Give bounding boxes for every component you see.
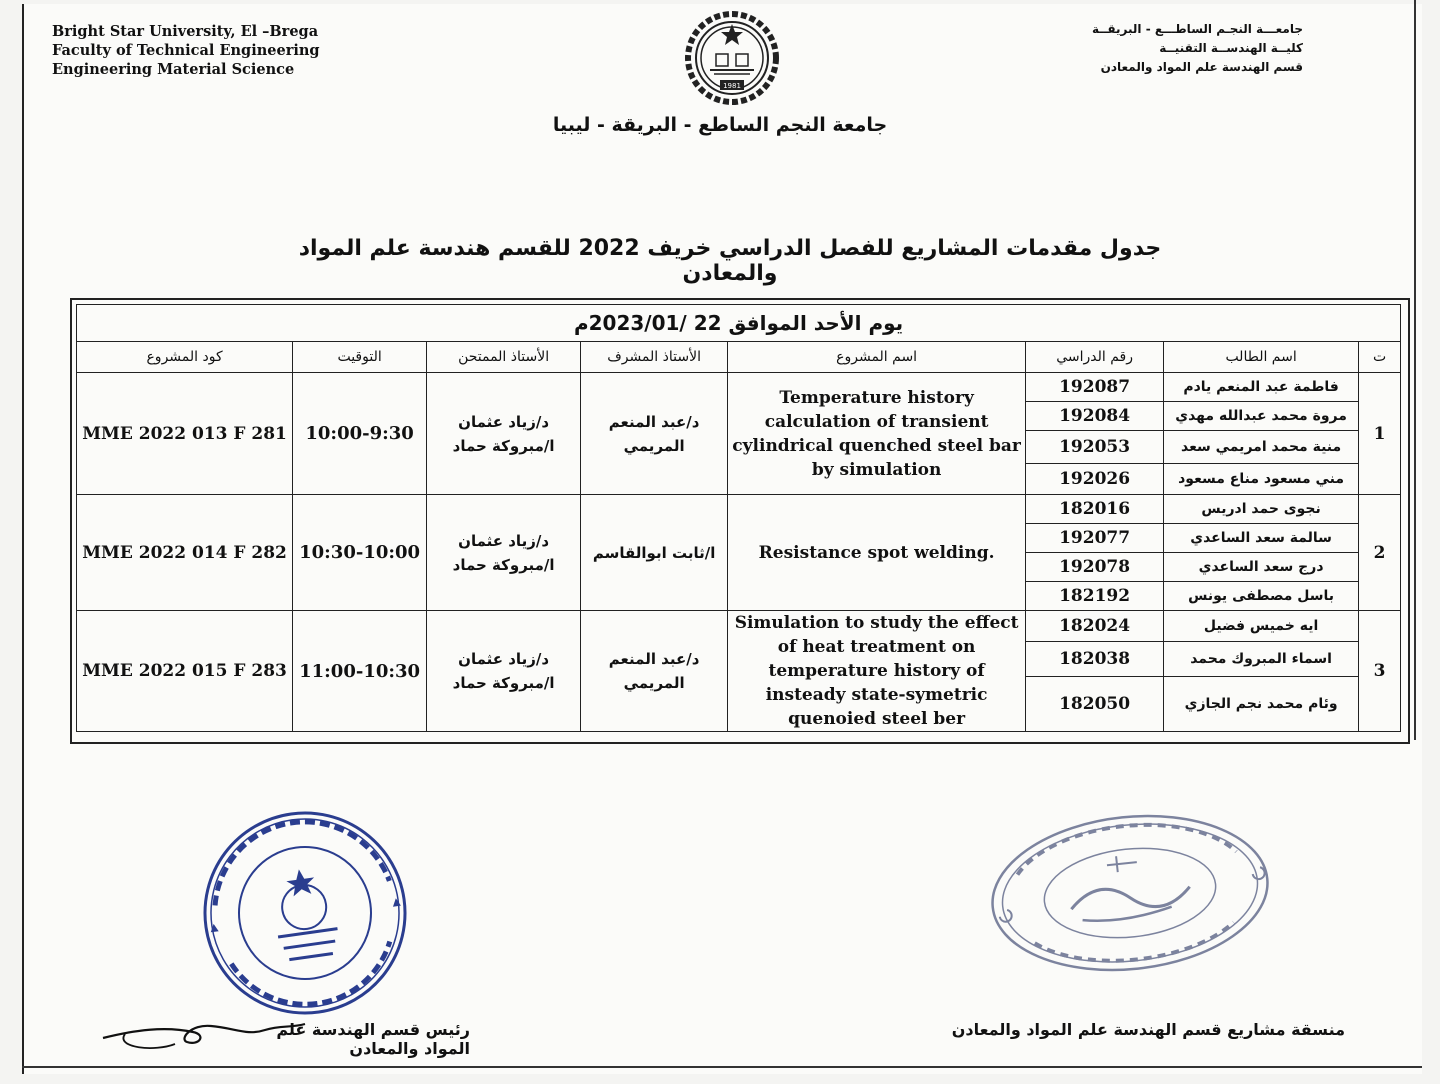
supervisor-line: المريمي bbox=[623, 436, 685, 455]
student-name: وئام محمد نجم الجازي bbox=[1164, 677, 1359, 732]
supervisor-line: د/عبد المنعم bbox=[608, 412, 700, 431]
student-id: 192087 bbox=[1026, 373, 1164, 402]
group-number: 2 bbox=[1359, 495, 1401, 611]
supervisor-line: د/عبد المنعم bbox=[608, 650, 700, 668]
student-id: 192077 bbox=[1026, 524, 1164, 553]
project-title-line: Resistance spot welding. bbox=[758, 542, 995, 563]
supervisor-line: المريمي bbox=[623, 674, 685, 692]
time-slot: 11:00-10:30 bbox=[293, 611, 427, 732]
project-code: MME 2022 013 F 281 bbox=[77, 373, 293, 495]
examiner-line: د/زياد عثمان bbox=[458, 650, 550, 668]
student-name: منية محمد امريمي سعد bbox=[1164, 431, 1359, 464]
schedule-table bbox=[76, 304, 1401, 732]
examiner bbox=[427, 373, 581, 495]
header-row bbox=[77, 342, 1401, 373]
student-name: ايه خميس فضيل bbox=[1164, 611, 1359, 642]
university-seal-icon bbox=[668, 8, 796, 108]
project-title-line: by simulation bbox=[811, 459, 942, 480]
col-header-supervisor: الأستاذ المشرف bbox=[581, 342, 728, 373]
day-row bbox=[77, 305, 1401, 342]
student-name: مروة محمد عبدالله مهدي bbox=[1164, 402, 1359, 431]
group-number: 1 bbox=[1359, 373, 1401, 495]
supervisor-line: ا/ثابت ابوالقاسم bbox=[592, 543, 716, 562]
department-head-signature-label: رئيس قسم الهندسة علم المواد والمعادن bbox=[276, 1020, 470, 1058]
seal-year: 1981 bbox=[723, 82, 741, 90]
examiner bbox=[427, 495, 581, 611]
page-title: جدول مقدمات المشاريع للفصل الدراسي خريف 2022 للقسم هندسة علم المواد والمعادن bbox=[298, 236, 1162, 286]
col-header-project: اسم المشروع bbox=[728, 342, 1026, 373]
examiner-line: د/زياد عثمان bbox=[458, 412, 550, 431]
supervisor bbox=[581, 495, 728, 611]
student-id: 182050 bbox=[1026, 677, 1164, 732]
time-slot: 10:00-9:30 bbox=[293, 373, 427, 495]
page-edge bbox=[1414, 0, 1416, 740]
header-english-line: Bright Star University, El –Brega bbox=[52, 23, 319, 40]
student-id: 182016 bbox=[1026, 495, 1164, 524]
header-arabic-line: كليــة الهندســة التقنيــة bbox=[1159, 41, 1303, 55]
examiner-line: ا/مبروكة حماد bbox=[452, 674, 555, 692]
supervisor bbox=[581, 373, 728, 495]
examiner-line: ا/مبروكة حماد bbox=[452, 436, 555, 455]
project-title bbox=[728, 373, 1026, 495]
student-name: نجوى حمد ادريس bbox=[1164, 495, 1359, 524]
project-title-line: temperature history of bbox=[768, 661, 985, 681]
project-title bbox=[728, 495, 1026, 611]
student-name: باسل مصطفى يونس bbox=[1164, 582, 1359, 611]
student-id: 182024 bbox=[1026, 611, 1164, 642]
student-name: فاطمة عبد المنعم يادم bbox=[1164, 373, 1359, 402]
project-title bbox=[728, 611, 1026, 732]
student-id: 192078 bbox=[1026, 553, 1164, 582]
col-header-examiner: الأستاذ الممتحن bbox=[427, 342, 581, 373]
student-name: اسماء المبروك محمد bbox=[1164, 642, 1359, 677]
project-title-line: cylindrical quenched steel bar bbox=[732, 435, 1021, 456]
col-header-time: التوقيت bbox=[293, 342, 427, 373]
table-row bbox=[77, 495, 1401, 524]
project-title-line: Simulation to study the effect bbox=[734, 613, 1019, 633]
header-arabic-line: جامعـــة النجـم الساطـــع - البريقــة bbox=[1091, 22, 1303, 36]
student-name: مني مسعود مناع مسعود bbox=[1164, 464, 1359, 495]
header-english bbox=[52, 22, 320, 79]
project-title-line: calculation of transient bbox=[764, 411, 989, 432]
group-number: 3 bbox=[1359, 611, 1401, 732]
col-header-code: كود المشروع bbox=[77, 342, 293, 373]
supervisor bbox=[581, 611, 728, 732]
table-row bbox=[77, 373, 1401, 402]
project-code: MME 2022 014 F 282 bbox=[77, 495, 293, 611]
student-name: سالمة سعد الساعدي bbox=[1164, 524, 1359, 553]
examiner-line: د/زياد عثمان bbox=[458, 531, 550, 550]
header-english-line: Engineering Material Science bbox=[52, 61, 295, 78]
col-header-student: اسم الطالب bbox=[1164, 342, 1359, 373]
col-header-no: ت bbox=[1359, 342, 1401, 373]
university-name: جامعة النجم الساطع - البريقة - ليبيا bbox=[552, 114, 888, 136]
header-english-line: Faculty of Technical Engineering bbox=[52, 42, 320, 59]
student-id: 192026 bbox=[1026, 464, 1164, 495]
col-header-id: رقم الدراسي bbox=[1026, 342, 1164, 373]
project-title-line: of heat treatment on bbox=[777, 637, 976, 657]
examiner bbox=[427, 611, 581, 732]
project-coordinator-signature-label: منسقة مشاريع قسم الهندسة علم المواد والمعادن bbox=[951, 1020, 1345, 1039]
project-code: MME 2022 015 F 283 bbox=[77, 611, 293, 732]
project-title-line: insteady state-symetric bbox=[765, 685, 988, 705]
student-id: 182038 bbox=[1026, 642, 1164, 677]
student-name: درج سعد الساعدي bbox=[1164, 553, 1359, 582]
student-id: 192053 bbox=[1026, 431, 1164, 464]
student-id: 192084 bbox=[1026, 402, 1164, 431]
header-arabic bbox=[1092, 20, 1303, 77]
project-title-line: quenoied steel ber bbox=[788, 709, 966, 729]
examiner-line: ا/مبروكة حماد bbox=[452, 555, 555, 574]
header-arabic-line: قسم الهندسة علم المواد والمعادن bbox=[1100, 60, 1303, 74]
project-title-line: Temperature history bbox=[779, 387, 974, 408]
student-id: 182192 bbox=[1026, 582, 1164, 611]
schedule-day: يوم الأحد الموافق 22 /2023/01م bbox=[77, 305, 1401, 342]
table-row bbox=[77, 611, 1401, 642]
time-slot: 10:30-10:00 bbox=[293, 495, 427, 611]
department-stamp-icon bbox=[200, 808, 410, 1018]
exams-office-stamp-icon bbox=[985, 808, 1275, 978]
